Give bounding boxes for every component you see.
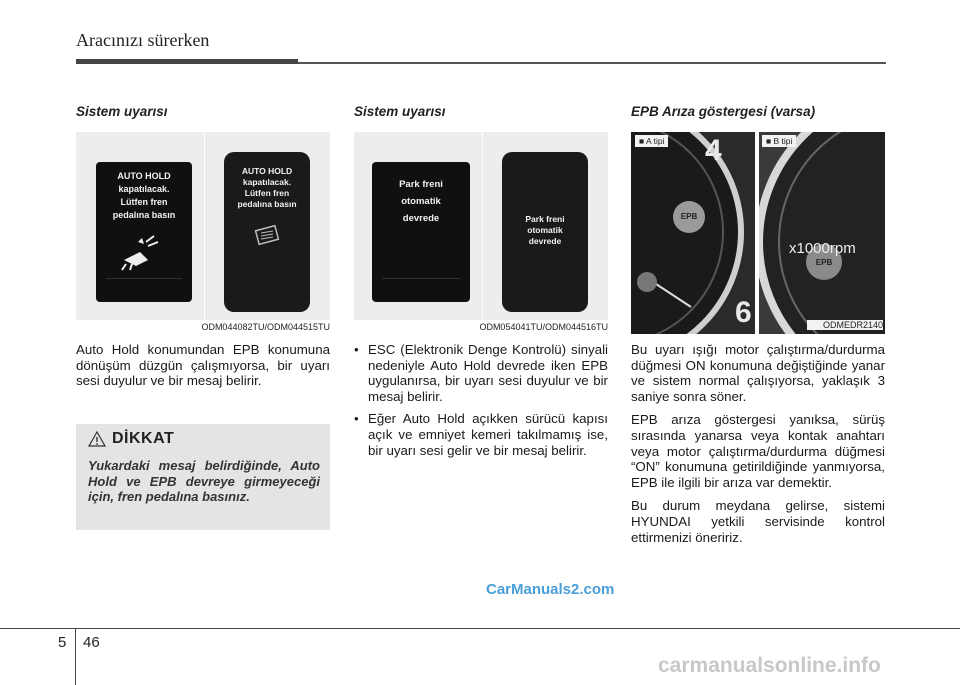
panel-line: devrede — [402, 213, 440, 224]
panel-line: otomatik — [401, 196, 441, 207]
gauge-b-icon — [759, 132, 885, 334]
header-rule-thin — [298, 62, 886, 64]
figure-park-brake-warning — [354, 132, 608, 320]
chapter-title: Aracınızı sürerken — [76, 30, 210, 50]
panel-line: AUTO HOLD — [241, 166, 293, 176]
panel-line: devrede — [528, 236, 562, 246]
cluster-panel-left — [372, 162, 470, 302]
panel-line: otomatik — [527, 225, 563, 235]
bullet-icon: • — [354, 411, 359, 427]
cluster-panel-left — [96, 162, 192, 302]
epb-lamp-a: EPB — [680, 212, 698, 221]
page-number: 46 — [83, 634, 100, 651]
list-item-text: ESC (Elektronik Denge Kontrolü) sinyali nedeniyle Auto Hold devrede iken EPB uygulanırsa, bir uyarı sesi duyulur ve bir mesaj belirir. — [368, 342, 608, 404]
paragraph: Bu durum meydana gelirse, sistemi HYUNDAI yetkili servisinde kontrol ettirmenizi öneririz. — [631, 498, 885, 545]
watermark-link[interactable]: CarManuals2.com — [486, 581, 615, 598]
figure-epb-indicator — [631, 132, 885, 334]
panel-line: kapatılacak. — [118, 184, 170, 194]
figure-divider — [204, 132, 205, 320]
panel-line: pedalına basın — [112, 210, 176, 220]
caution-text: Yukardaki mesaj belirdiğinde, Auto Hold ve EPB devreye girmeyeceği için, fren pedalına basınız. — [88, 458, 320, 504]
paragraph: Bu uyarı ışığı motor çalıştırma/durdurma düğmesi ON konumuna değiştiğinde yanar ve sistem normal çalışıyorsa, yaklaşık 3 saniye sonra söner. — [631, 342, 885, 404]
panel-line: kapatılacak. — [242, 177, 292, 187]
panel-message — [224, 166, 310, 210]
gauge-number: 4 — [705, 134, 722, 167]
warning-triangle-icon — [88, 431, 106, 447]
gear-strip — [382, 278, 460, 297]
panel-line: Park freni — [525, 214, 565, 224]
list-item-text: Eğer Auto Hold açıkken sürücü kapısı açık ve emniyet kemeri takılmamış ise, bir uyarı sesi gelir ve bir mesaj belirir. — [368, 411, 608, 458]
header-rule-thick — [76, 59, 298, 64]
rpm-label: x1000rpm — [789, 240, 856, 257]
section-title-system-warning-2: Sistem uyarısı — [354, 104, 446, 119]
panel-message — [502, 214, 588, 247]
paragraph: EPB arıza göstergesi yanıksa, sürüş sırasında yanarsa veya kontak anahtarı veya motor çalıştırma/durdurma düğmesi “ON” konumuna getirildiğinde yanmıyorsa, EPB ile ilgili bir arıza var demektir. — [631, 412, 885, 490]
figure-caption: ODM054041TU/ODM044516TU — [479, 322, 608, 332]
label-a-tipi: ■ A tipi — [635, 135, 668, 147]
panel-message — [372, 176, 470, 227]
panel-line: Lütfen fren — [244, 188, 290, 198]
cluster-panel-right — [224, 152, 310, 312]
figure-divider — [482, 132, 483, 320]
section-number: 5 — [58, 634, 67, 651]
section-title-system-warning-1: Sistem uyarısı — [76, 104, 168, 119]
figure-caption: ODM044082TU/ODM044515TU — [201, 322, 330, 332]
gear-strip — [106, 278, 182, 297]
list-item — [354, 342, 608, 404]
body-paragraph — [76, 342, 330, 397]
cluster-panel-right — [502, 152, 588, 312]
bullet-icon: • — [354, 342, 359, 357]
panel-line: AUTO HOLD — [117, 171, 171, 181]
footer-divider — [75, 628, 76, 685]
caution-box — [76, 424, 330, 530]
label-b-tipi: ■ B tipi — [762, 135, 796, 147]
epb-paragraphs — [631, 342, 885, 553]
figure-caption: ODMEDR2140 — [807, 320, 883, 330]
panel-message — [96, 170, 192, 222]
caution-title: DİKKAT — [112, 430, 175, 447]
panel-line: Lütfen fren — [120, 197, 168, 207]
bullet-list — [354, 342, 608, 465]
figure-auto-hold-warning — [76, 132, 330, 320]
watermark-secondary: carmanualsonline.info — [658, 654, 881, 677]
paragraph: Auto Hold konumundan EPB konumuna dönüşüm düzgün çalışmıyorsa, bir uyarı sesi duyulur ve bir mesaj belirir. — [76, 342, 330, 389]
epb-lamp-b: EPB — [815, 258, 833, 267]
panel-line: Park freni — [399, 179, 443, 190]
gauge-number: 6 — [735, 296, 752, 329]
brake-pedal-icon — [118, 234, 168, 272]
panel-line: pedalına basın — [237, 199, 297, 209]
list-item — [354, 411, 608, 458]
section-title-epb-indicator: EPB Arıza göstergesi (varsa) — [631, 104, 816, 119]
footer-rule — [0, 628, 960, 629]
pedal-icon — [254, 224, 280, 246]
